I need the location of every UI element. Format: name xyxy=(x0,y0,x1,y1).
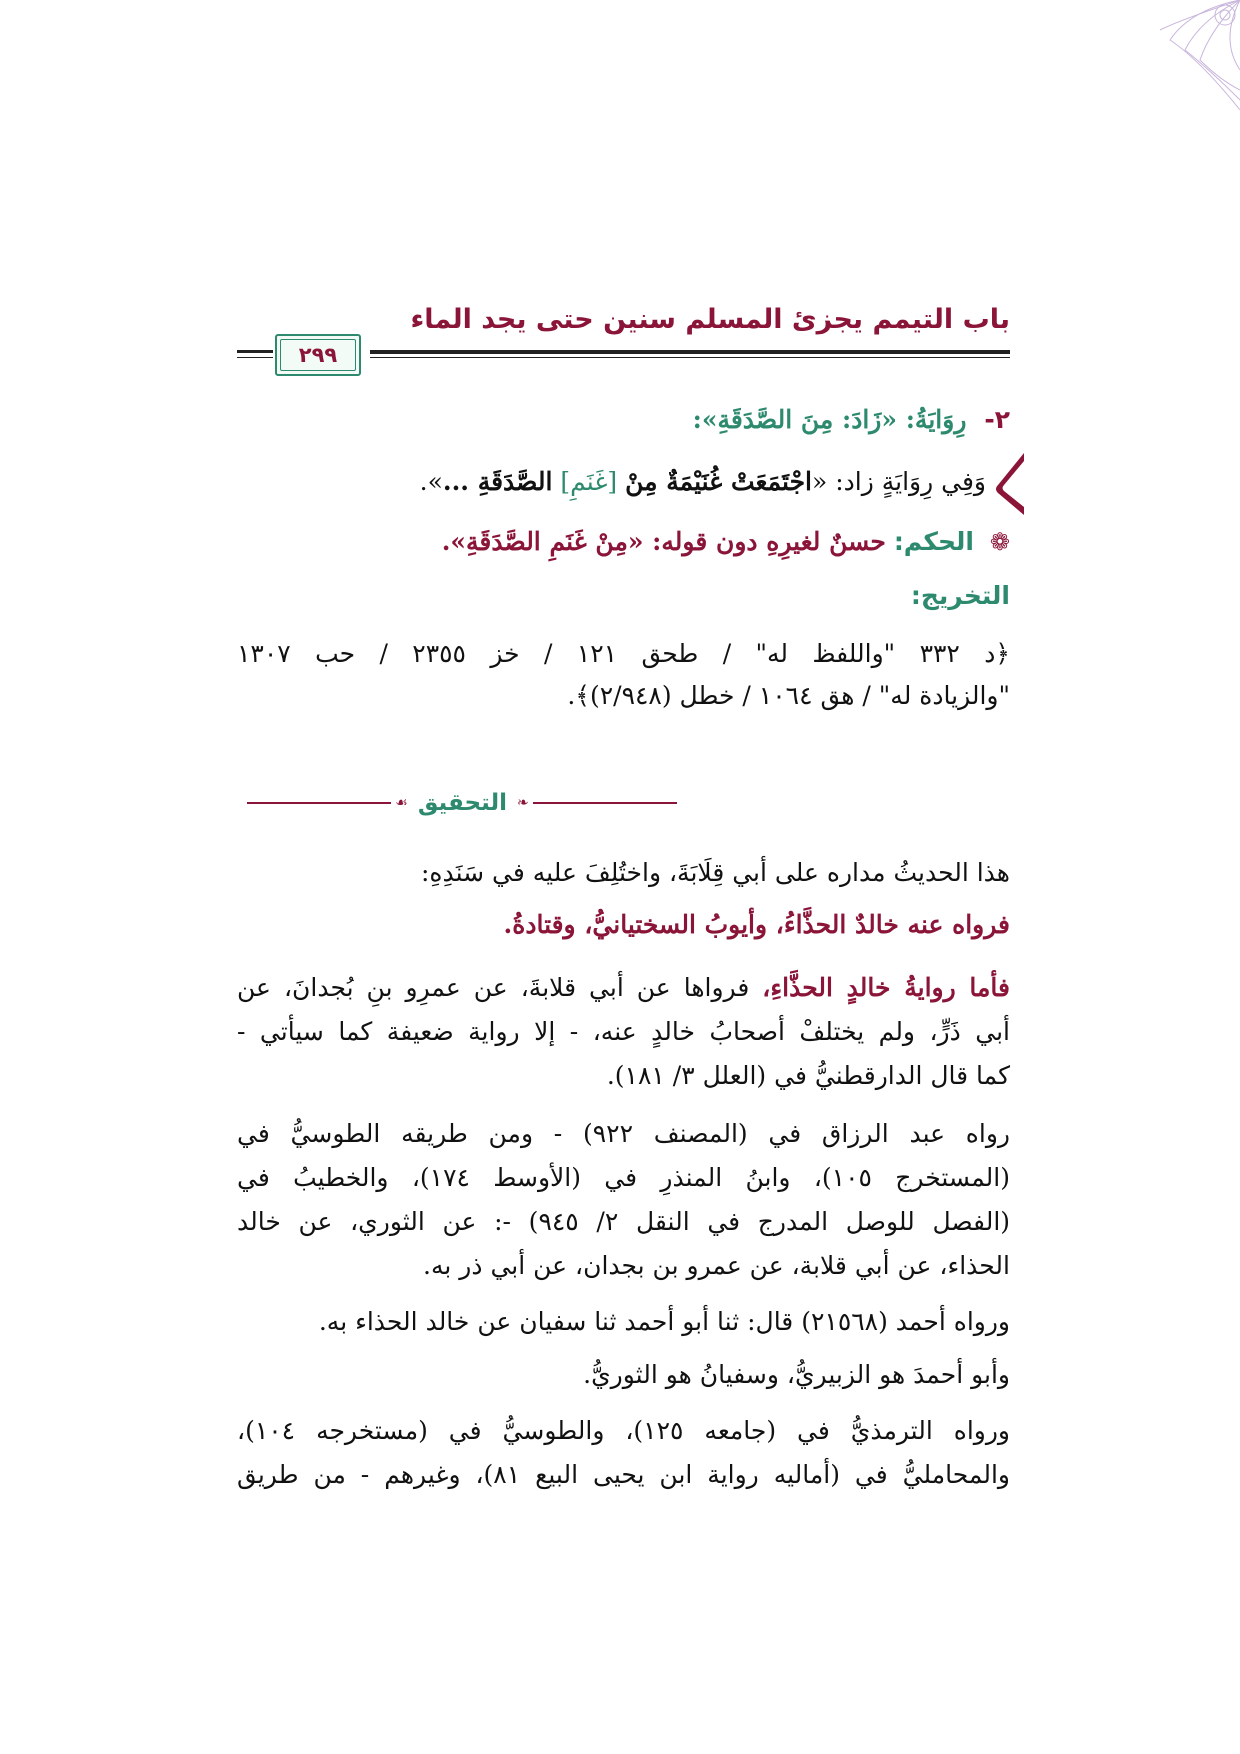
header-rule xyxy=(370,350,1010,354)
corner-ornament xyxy=(1130,0,1240,110)
header-rule-left-thin xyxy=(237,357,273,358)
paragraph-4-line-1: رواه عبد الرزاق في (المصنف ٩٢٢) - ومن طريقه الطوسيُّ في xyxy=(237,1119,1010,1148)
paragraph-7-line-1: ورواه الترمذيُّ في (جامعه ١٢٥)، والطوسيُّ في (مستخرجه ١٠٤)، xyxy=(237,1416,1010,1445)
paragraph-3-lead: فأما روايةُ خالدٍ الحذَّاءِ، xyxy=(762,973,1011,1002)
header-rule-thin xyxy=(370,357,1010,358)
paragraph-7-line-2: والمحامليُّ في (أماليه رواية ابن يحيى البيع ٨١)، وغيرهم - من طريق xyxy=(237,1460,1010,1489)
divider-line-right xyxy=(533,802,677,804)
bookmark-tab-icon xyxy=(994,453,1024,515)
ruling-text: حسنٌ لغيرِهِ دون قوله: «مِنْ غَنَمِ الصَّدَقَةِ». xyxy=(441,527,886,556)
paragraph-4-line-2: (المستخرج ١٠٥)، وابنُ المنذرِ في (الأوسط ١٧٤)، والخطيبُ في xyxy=(237,1163,1010,1192)
ornament-icon: ☙ xyxy=(395,795,408,811)
tahqiq-divider xyxy=(247,788,677,818)
chapter-title: باب التيمم يجزئ المسلم سنين حتى يجد الماء xyxy=(410,304,1010,335)
paragraph-3-line-1 xyxy=(237,973,1010,1002)
header-rule-left xyxy=(237,350,273,353)
paragraph-2: فرواه عنه خالدٌ الحذَّاءُ، وأيوبُ السختيانيُّ، وقتادةُ. xyxy=(503,910,1010,939)
paragraph-3-rest: فرواها عن أبي قلابةَ، عن عمرِو بنِ بُجدانَ، عن xyxy=(237,973,750,1002)
section-title: رِوَايَةُ: «زَادَ: مِنَ الصَّدَقَةِ»: xyxy=(692,405,967,434)
page-number-text: ٢٩٩ xyxy=(298,343,338,367)
takhrij-label: التخريج: xyxy=(910,581,1010,610)
narration-bold-1: اجْتَمَعَتْ غُنَيْمَةٌ مِنْ xyxy=(625,467,812,496)
narration-bold-2: الصَّدَقَةِ ... xyxy=(442,467,553,496)
takhrij-line-2: "والزيادة له" / هق ١٠٦٤ / خطل (٢/٩٤٨)﴾. xyxy=(567,681,1010,710)
page-number xyxy=(275,334,361,376)
paragraph-3-line-2: أبي ذَرٍّ، ولم يختلفْ أصحابُ خالدٍ عنه، - إلا رواية ضعيفة كما سيأتي - xyxy=(237,1017,1010,1046)
takhrij-line-1: ﴿د ٣٣٢ "واللفظ له" / طحق ١٢١ / خز ٢٣٥٥ / حب ١٣٠٧ xyxy=(237,639,1011,668)
narration-prefix: وَفِي رِوَايَةٍ زاد: « xyxy=(811,467,986,496)
tahqiq-label: التحقيق xyxy=(417,790,507,816)
flower-icon: ❁ xyxy=(989,528,1010,556)
paragraph-5: ورواه أحمد (٢١٥٦٨) قال: ثنا أبو أحمد ثنا سفيان عن خالد الحذاء به. xyxy=(318,1307,1010,1336)
paragraph-4-line-3: (الفصل للوصل المدرج في النقل ٢/ ٩٤٥) -: عن الثوري، عن خالد xyxy=(237,1207,1011,1236)
ruling-label: الحكم: xyxy=(893,527,974,556)
divider-line-left xyxy=(247,802,391,804)
ornament-icon: ❧ xyxy=(517,795,529,811)
narration-suffix: ». xyxy=(419,467,443,496)
ruling-line xyxy=(442,527,1010,556)
paragraph-4-line-4: الحذاء، عن أبي قلابة، عن عمرو بن بجدان، عن أبي ذر به. xyxy=(423,1251,1010,1280)
page-header xyxy=(237,300,1010,380)
takhrij-heading xyxy=(911,581,1010,610)
narration-text xyxy=(420,467,986,496)
section-number: ٢- xyxy=(984,405,1010,434)
narration-bracket: [غَنَمِ] xyxy=(560,467,618,496)
paragraph-3-line-3: كما قال الدارقطنيُّ في (العلل ٣/ ١٨١). xyxy=(606,1061,1010,1090)
paragraph-6: وأبو أحمدَ هو الزبيريُّ، وسفيانُ هو الثوريُّ. xyxy=(583,1360,1010,1389)
paragraph-1: هذا الحديثُ مداره على أبي قِلَابَةَ، واختُلِفَ عليه في سَنَدِهِ: xyxy=(420,858,1010,887)
section-heading xyxy=(693,405,1010,434)
